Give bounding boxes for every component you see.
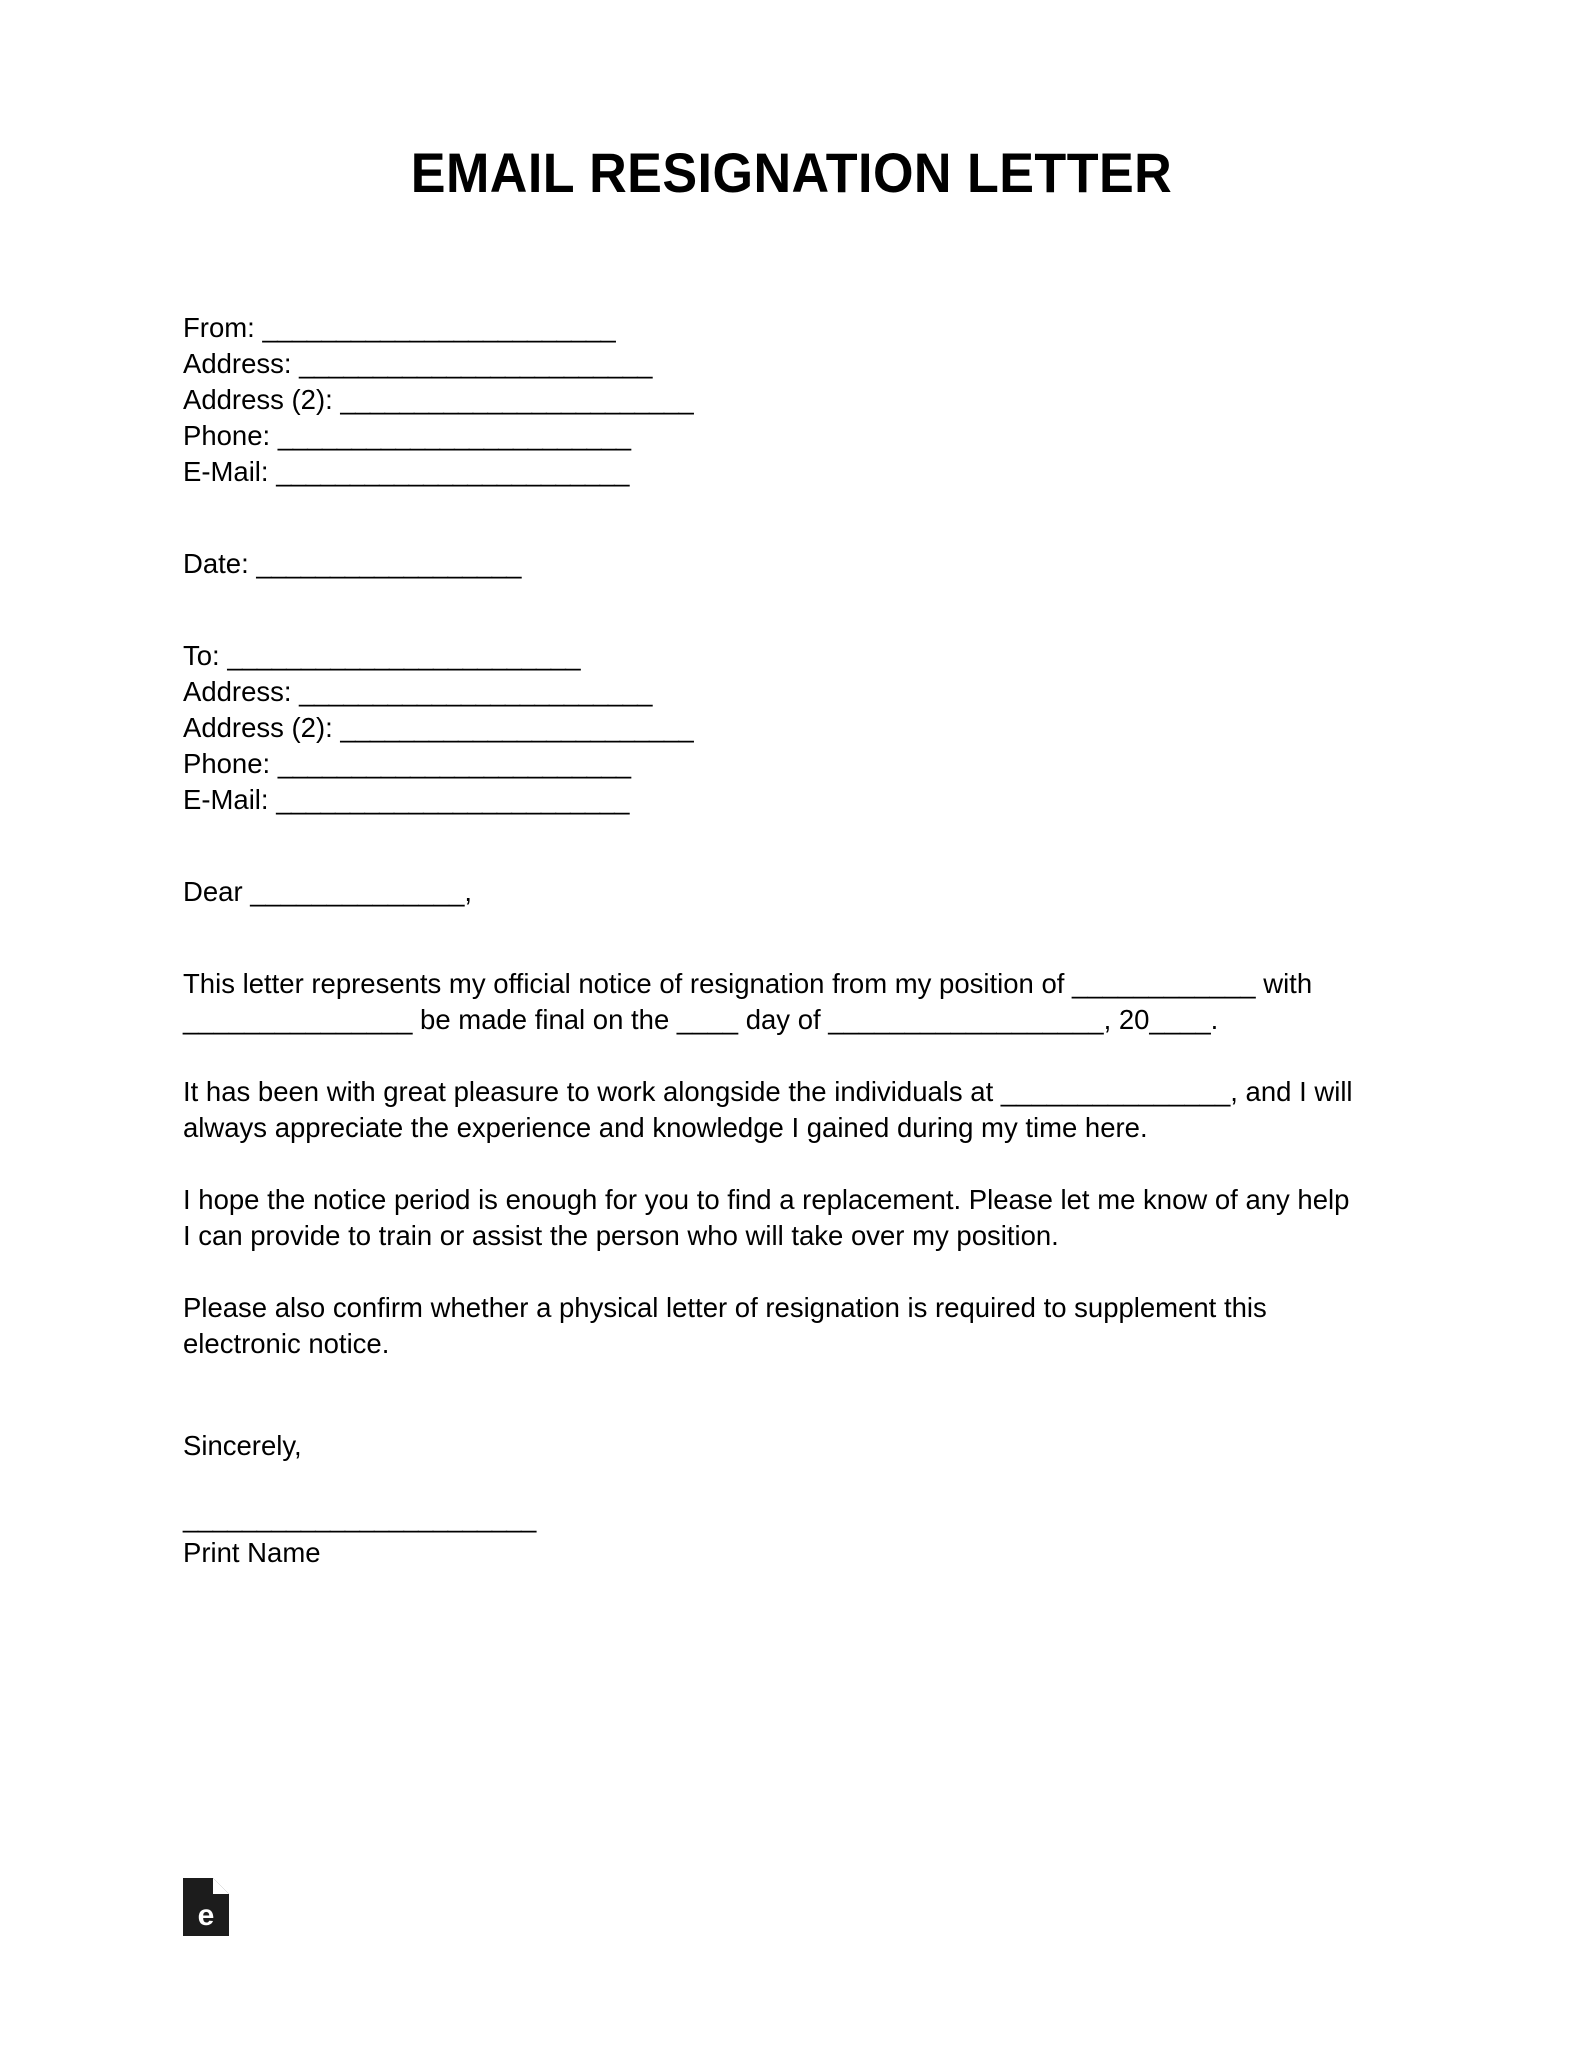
sender-email-label: E-Mail:: [183, 456, 269, 487]
paragraph-physical-letter: Please also confirm whether a physical letter of resignation is required to supplement this electronic notice.: [183, 1292, 1267, 1359]
closing-line: Sincerely,: [183, 1430, 302, 1461]
paragraph-appreciation: It has been with great pleasure to work alongside the individuals at _______________, and I will always appreciate the experience and knowledge I gained during my time here.: [183, 1076, 1353, 1143]
recipient-to-label: To:: [183, 640, 220, 671]
date-line: [183, 546, 1383, 582]
sender-email-blank[interactable]: ________________________: [276, 456, 629, 487]
recipient-phone-label: Phone:: [183, 748, 271, 779]
sender-address-line: [183, 346, 1383, 382]
sender-from-line: [183, 310, 1383, 346]
sender-phone-label: Phone:: [183, 420, 271, 451]
salutation-line[interactable]: Dear ______________,: [183, 876, 473, 907]
sender-address2-line: [183, 382, 1383, 418]
recipient-address2-label: Address (2):: [183, 712, 333, 743]
recipient-to-line: [183, 638, 1383, 674]
date-blank[interactable]: __________________: [256, 548, 521, 579]
recipient-email-line: [183, 782, 1383, 818]
print-name-label: Print Name: [183, 1537, 321, 1568]
sender-block: [183, 310, 1383, 490]
sender-address2-label: Address (2):: [183, 384, 333, 415]
spacer-after-salutation: [183, 910, 1383, 966]
sender-phone-line: [183, 418, 1383, 454]
page-title: EMAIL RESIGNATION LETTER: [410, 141, 1173, 204]
sender-from-label: From:: [183, 312, 255, 343]
recipient-to-blank[interactable]: ________________________: [227, 640, 580, 671]
letter-body: [183, 310, 1383, 1570]
sender-address2-blank[interactable]: ________________________: [340, 384, 694, 415]
recipient-address2-line: [183, 710, 1383, 746]
sender-phone-blank[interactable]: ________________________: [277, 420, 631, 451]
sender-from-blank[interactable]: ________________________: [262, 312, 616, 343]
sender-email-line: [183, 454, 1383, 490]
signature-rule[interactable]: ________________________: [183, 1502, 536, 1533]
spacer-after-sender: [183, 490, 1383, 546]
recipient-address-line: [183, 674, 1383, 710]
eforms-logo: [183, 1878, 229, 1936]
svg-text:e: e: [197, 1899, 215, 1932]
spacer-signature: [183, 1464, 1383, 1500]
spacer-before-closing: [183, 1362, 1383, 1428]
recipient-phone-blank[interactable]: ________________________: [277, 748, 631, 779]
sender-address-label: Address:: [183, 348, 292, 379]
date-label: Date:: [183, 548, 249, 579]
recipient-address-blank[interactable]: ________________________: [299, 676, 652, 707]
recipient-address2-blank[interactable]: ________________________: [340, 712, 694, 743]
spacer-after-date: [183, 582, 1383, 638]
sender-address-blank[interactable]: ________________________: [299, 348, 652, 379]
recipient-phone-line: [183, 746, 1383, 782]
recipient-email-label: E-Mail:: [183, 784, 269, 815]
eforms-document-icon: [183, 1878, 229, 1936]
paragraph-notice-period: I hope the notice period is enough for you to find a replacement. Please let me know of any help I can provide to train or assist the person who will take over my position.: [183, 1184, 1350, 1251]
recipient-block: [183, 638, 1383, 818]
paragraph-resignation-notice: This letter represents my official notice of resignation from my position of ____________ with _______________ be made final on the ____ day of __________________, 20____.: [183, 968, 1313, 1035]
spacer-after-recipient: [183, 818, 1383, 874]
recipient-email-blank[interactable]: ________________________: [276, 784, 629, 815]
recipient-address-label: Address:: [183, 676, 292, 707]
